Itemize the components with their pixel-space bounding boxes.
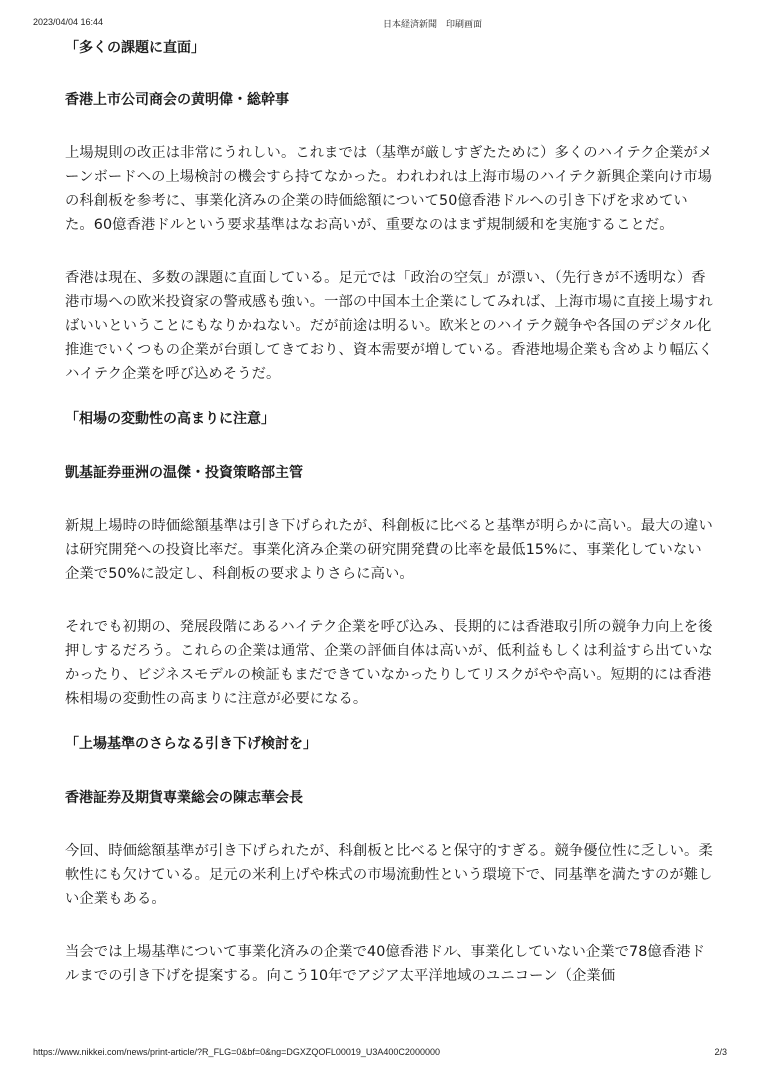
- speaker-name: 香港証券及期貨専業総会の陳志華会長: [65, 790, 303, 806]
- section-heading: 「多くの課題に直面」: [65, 40, 205, 56]
- paragraph: 香港は現在、多数の課題に直面している。足元では「政治の空気」が漂い、（先行きが不透明な）香港市場への欧米投資家の警戒感も強い。一部の中国本土企業にしてみれば、上海市場に直接上場すればいいということにもなりかねない。だが前途は明るい。欧米とのハイテク競争や各国のデジタル化推進でいくつもの企業が台頭してきており、資本需要が増している。香港地場企業も含めより幅広くハイテク企業を呼び込めそうだ。: [65, 270, 713, 382]
- section-heading: 「上場基準のさらなる引き下げ検討を」: [65, 736, 317, 752]
- section-heading: 「相場の変動性の高まりに注意」: [65, 411, 275, 427]
- paragraph: 新規上場時の時価総額基準は引き下げられたが、科創板に比べると基準が明らかに高い。最大の違いは研究開発への投資比率だ。事業化済み企業の研究開発費の比率を最低15%に、事業化していない企業で50%に設定し、科創板の要求よりさらに高い。: [65, 518, 713, 582]
- print-datetime: 2023/04/04 16:44: [33, 17, 104, 27]
- page-number: 2/3: [714, 1047, 727, 1057]
- speaker-name: 香港上市公司商会の黄明偉・総幹事: [65, 92, 289, 108]
- article-body: [65, 36, 715, 988]
- paragraph: 上場規則の改正は非常にうれしい。これまでは（基準が厳しすぎたために）多くのハイテク企業がメーンボードへの上場検討の機会すら持てなかった。われわれは上海市場のハイテク新興企業向け市場の科創板を参考に、事業化済みの企業の時価総額について50億香港ドルへの引き下げを求めていた。60億香港ドルという要求基準はなお高いが、重要なのはまず規制緩和を実施することだ。: [65, 145, 713, 233]
- print-title: 日本経済新聞 印刷画面: [383, 19, 483, 29]
- paragraph: 当会では上場基準について事業化済みの企業で40億香港ドル、事業化していない企業で78億香港ドルまでの引き下げを提案する。向こう10年でアジア太平洋地域のユニコーン（企業価: [65, 944, 706, 984]
- print-footer: [0, 1047, 758, 1063]
- paragraph: 今回、時価総額基準が引き下げられたが、科創板と比べると保守的すぎる。競争優位性に乏しい。柔軟性にも欠けている。足元の米利上げや株式の市場流動性という環境下で、同基準を満たすのが難しい企業もある。: [65, 843, 713, 907]
- print-header: [0, 17, 758, 33]
- paragraph: それでも初期の、発展段階にあるハイテク企業を呼び込み、長期的には香港取引所の競争力向上を後押しするだろう。これらの企業は通常、企業の評価自体は高いが、低利益もしくは利益すら出ていなかったり、ビジネスモデルの検証もまだできていなかったりしてリスクがやや高い。短期的には香港株相場の変動性の高まりに注意が必要になる。: [65, 619, 713, 707]
- article-url: https://www.nikkei.com/news/print-article/?R_FLG=0&bf=0&ng=DGXZQOFL00019_U3A400C2000000: [33, 1047, 440, 1057]
- speaker-name: 凱基証券亜洲の温傑・投資策略部主管: [65, 465, 303, 481]
